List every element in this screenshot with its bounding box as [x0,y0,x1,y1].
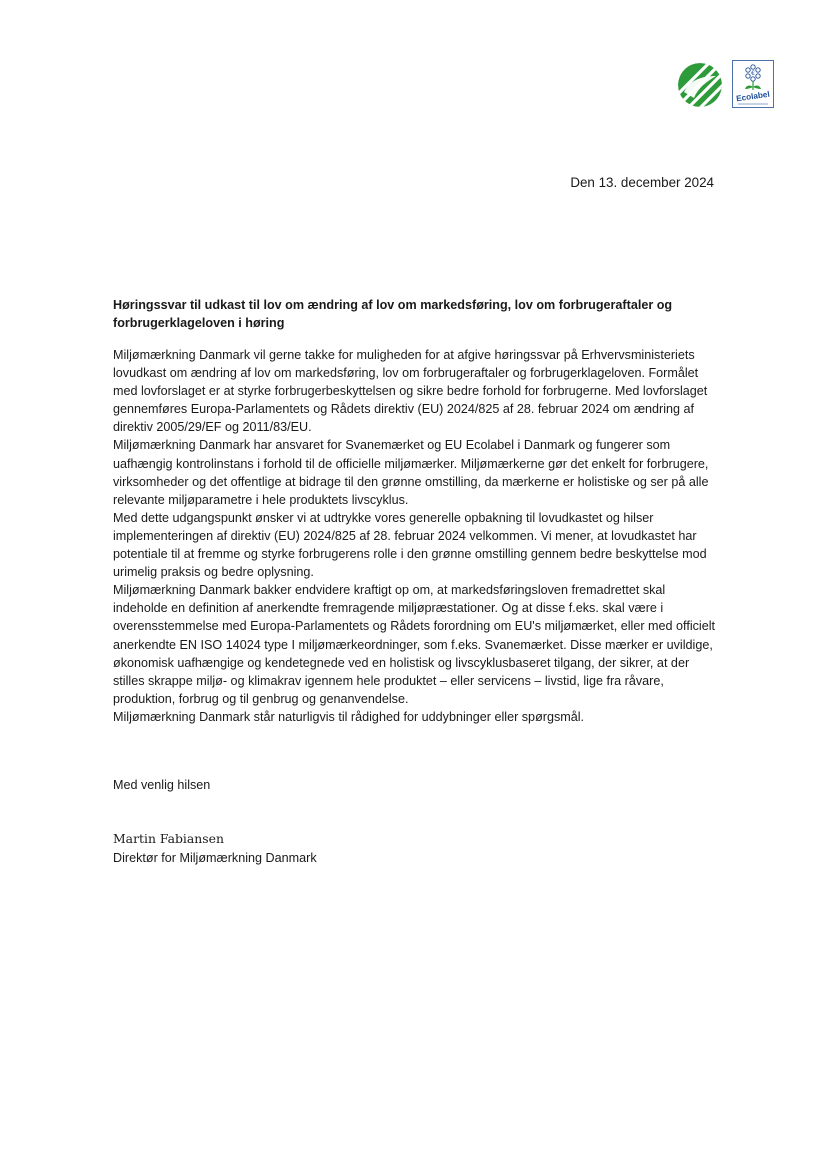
letterhead-logos [676,60,776,110]
eu-ecolabel-flower-icon [732,60,774,108]
letter-closing: Med venlig hilsen [113,778,211,792]
body-paragraph: Miljømærkning Danmark bakker endvidere kraftigt op om, at markedsføringsloven fremadrettet skal indeholde en definition af anerkendte fremragende miljøpræstationer. Og at disse f.eks. skal være i overensstemmelse med Europa-Parlamentets og Rådets forordning om EU's miljømærket, eller med officielt anerkendte EN ISO 14024 type I miljømærkeordninger, som f.eks. Svanemærket. Disse mærker er uvildige, økonomisk uafhængige og kendetegnede ved en holistisk og livscyklusbaseret tilgang, der sikrer, at der stilles skrappe miljø- og klimakrav igennem hele produktet – eller servicens – livstid, lige fra råvare, produktion, forbrug og til genbrug og genanvendelse. [113,583,716,706]
body-paragraph: Med dette udgangspunkt ønsker vi at udtrykke vores generelle opbakning til lovudkastet og hilser implementeringen af direktiv (EU) 2024/825 af 28. februar 2024 velkommen. Vi mener, at lovudkastet har potentiale til at fremme og styrke forbrugerens rolle i den grønne omstilling gennem bedre beskyttelse mod urimelig praksis og bedre oplysning. [113,510,707,580]
ecolabel-text: Ecolabel [735,89,771,104]
body-paragraph: Miljømærkning Danmark står naturligvis til rådighed for uddybninger eller spørgsmål. [113,709,585,724]
signatory-name: Martin Fabiansen [113,831,224,846]
body-paragraph: Miljømærkning Danmark har ansvaret for Svanemærket og EU Ecolabel i Danmark og fungerer som uafhængig kontrolinstans i forhold til de officielle miljømærker. Miljømærkerne gør det enkelt for forbrugere, virksomheder og det offentlige at bidrage til den grønne omstilling, da mærkerne er holistiske og ser på alle relevante miljøparametre i hele produktets livscyklus. [113,438,709,507]
subject-line-2: forbrugerklageloven i høring [113,316,285,330]
signatory-title: Direktør for Miljømærkning Danmark [113,851,317,865]
nordic-swan-ecolabel-icon [676,62,728,108]
body-paragraph: Miljømærkning Danmark vil gerne takke for muligheden for at afgive høringssvar på Erhvervsministeriets lovudkast om ændring af lov om markedsføring, lov om forbrugeraftaler og forbrugerklageloven. Formålet med lovforslaget er at styrke forbrugerbeskyttelsen og sikre bedre forhold for forbrugerne. Med lovforslaget gennemføres Europa-Parlamentets og Rådets direktiv (EU) 2024/825 af 28. februar 2024 om ændring af direktiv 2005/29/EF og 2011/83/EU. [113,348,708,435]
subject-line-1: Høringssvar til udkast til lov om ændring af lov om markedsføring, lov om forbrugeraftaler og [113,298,673,312]
letter-body [113,346,718,726]
svg-text:€: € [751,70,755,77]
letter-subject [113,296,718,332]
letter-date: Den 13. december 2024 [570,175,714,190]
